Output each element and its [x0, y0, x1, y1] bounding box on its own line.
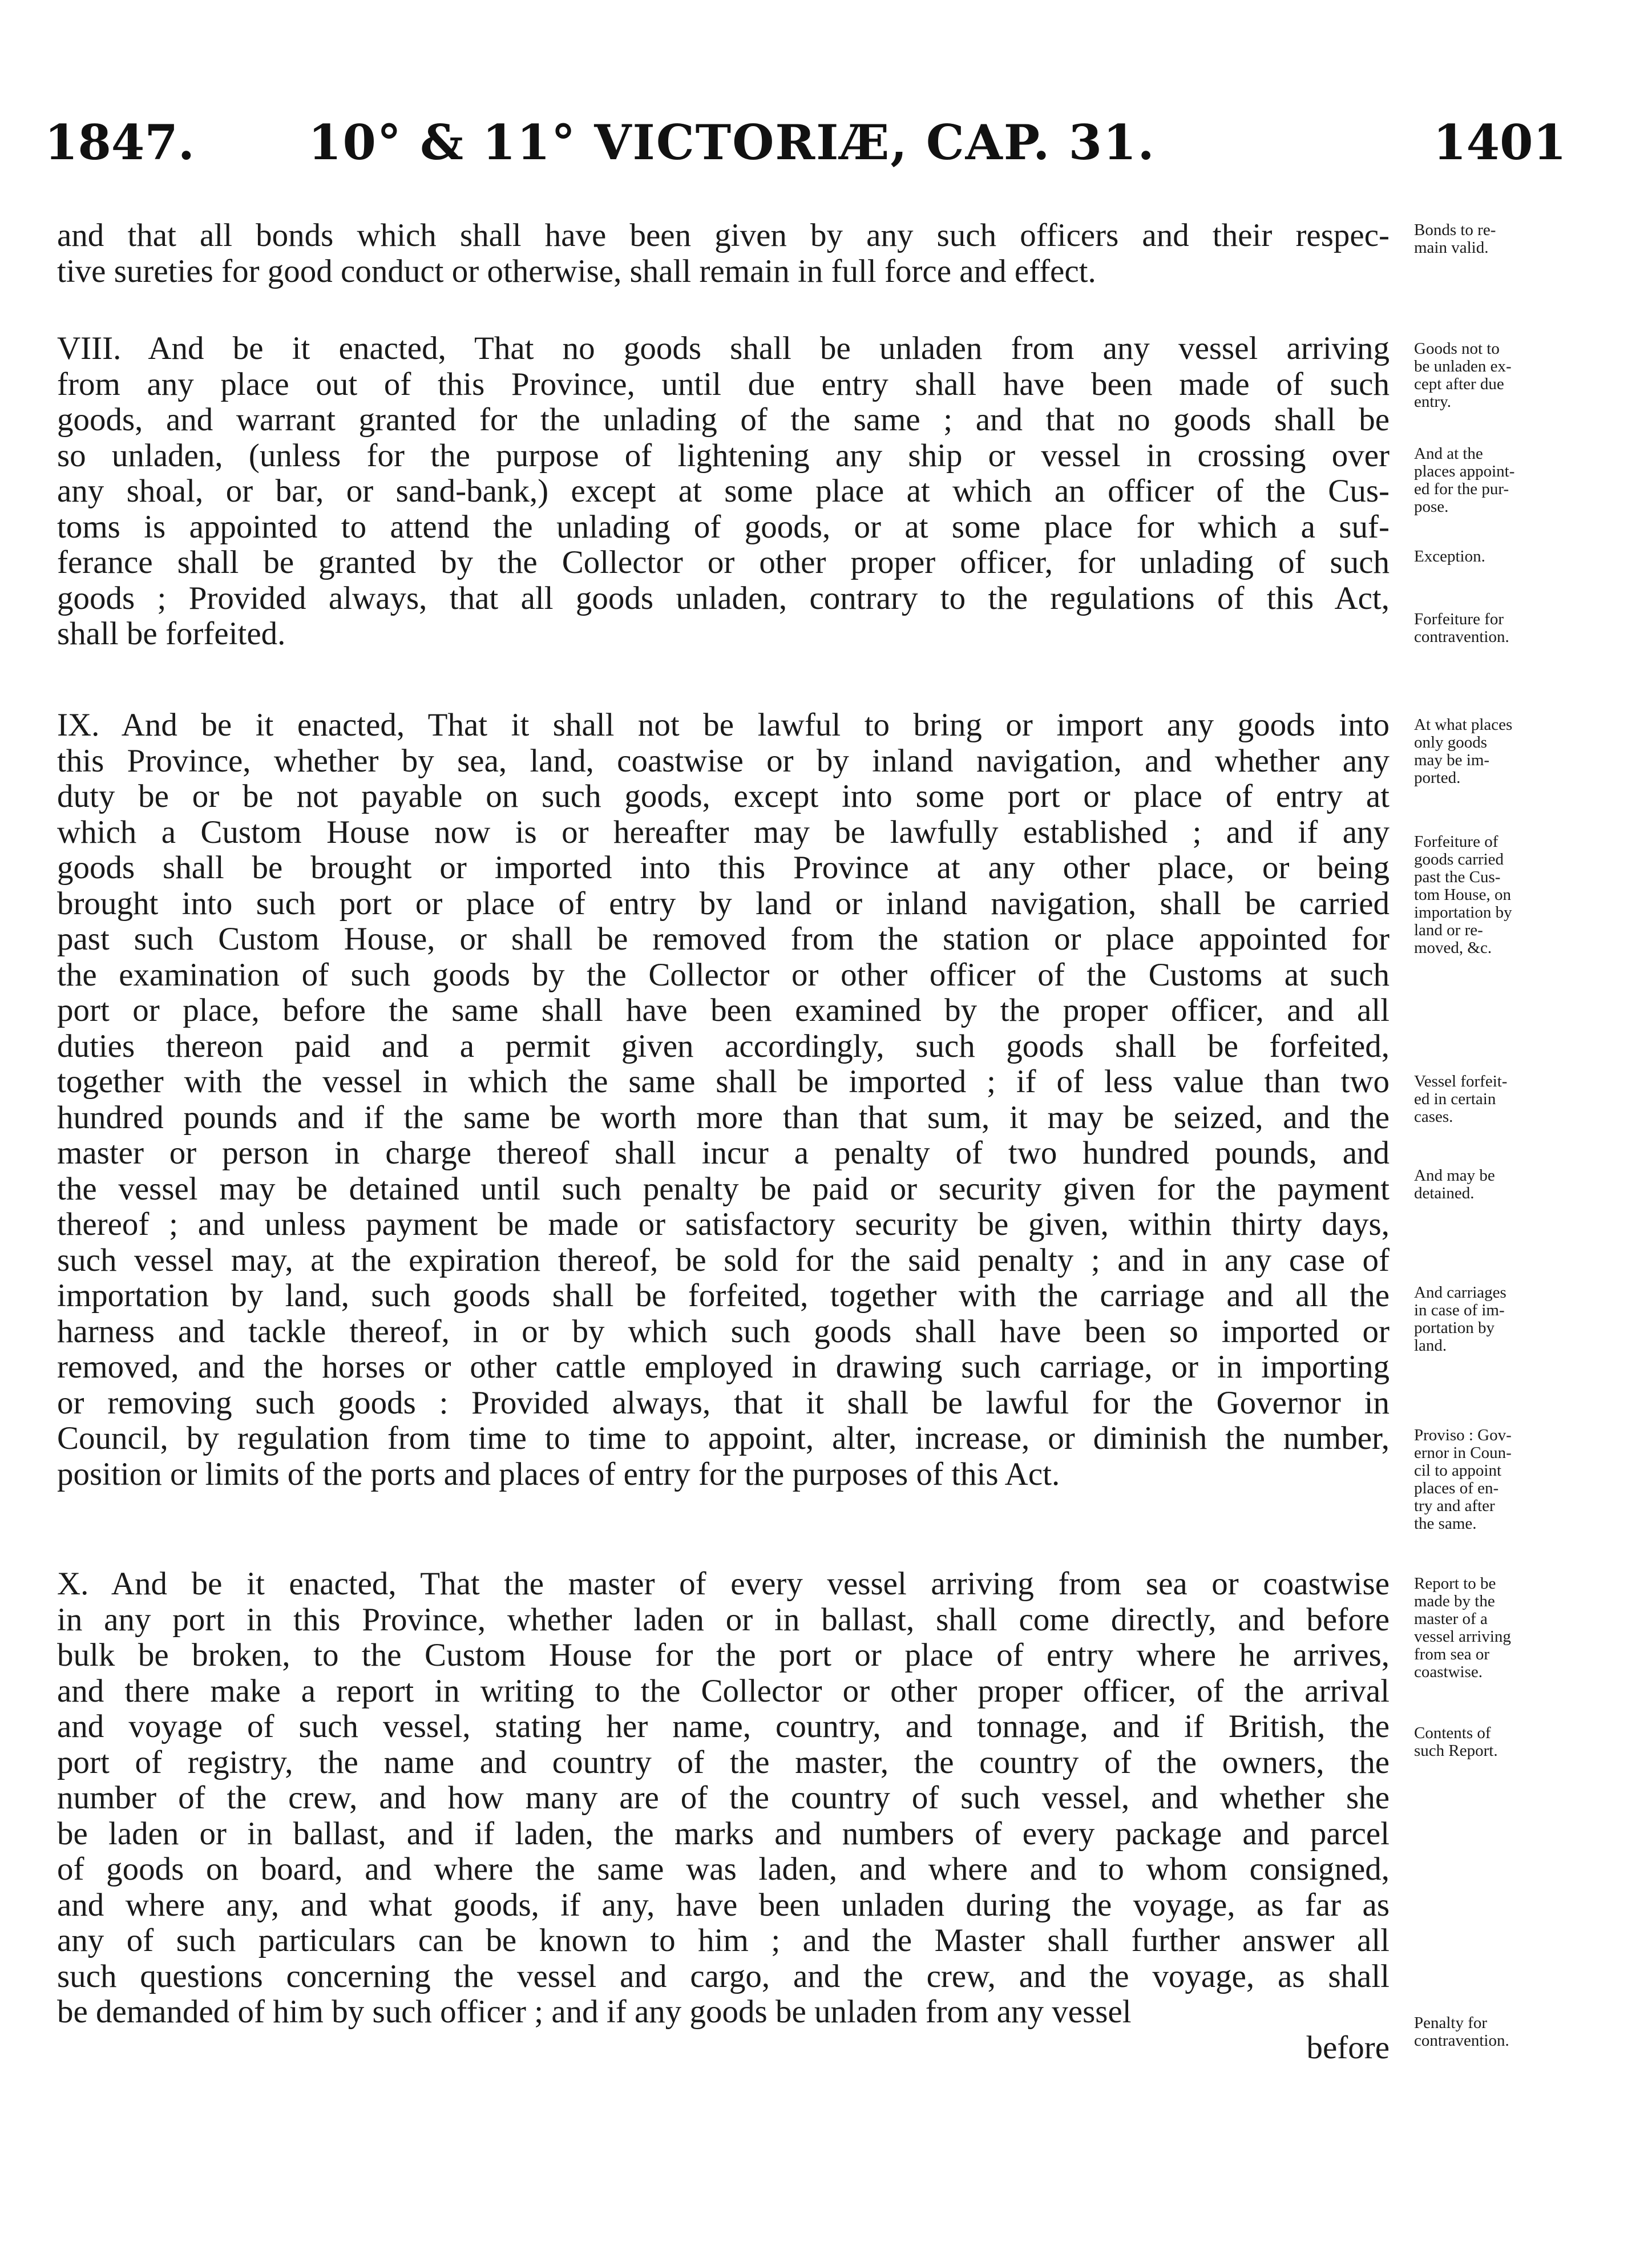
margin-note: Exception. — [1414, 547, 1485, 565]
text-line: so unladen, (unless for the purpose of lightening any ship or vessel in crossing over — [57, 438, 1390, 474]
text-line: from any place out of this Province, until due entry shall have been made of such — [57, 366, 1390, 402]
margin-note: Contents of such Report. — [1414, 1724, 1498, 1760]
text-line: such vessel may, at the expiration thereof, be sold for the said penalty ; and in any case of — [57, 1242, 1390, 1278]
text-line: brought into such port or place of entry by land or inland navigation, shall be carried — [57, 886, 1390, 922]
margin-note: Forfeiture for contravention. — [1414, 610, 1509, 646]
catchword — [57, 2030, 1390, 2066]
text-line: tive sureties for good conduct or otherwise, shall remain in full force and effect. — [57, 253, 1096, 289]
margin-note: Penalty for contravention. — [1414, 2014, 1509, 2050]
header-year: 1847. — [45, 114, 195, 171]
text-line: Council, by regulation from time to time to appoint, alter, increase, or diminish the number, — [57, 1421, 1390, 1456]
page-number: 1401 — [1433, 114, 1566, 171]
margin-note: And carriages in case of im- portation by land. — [1414, 1283, 1506, 1355]
section-10-paragraph — [57, 1566, 1390, 2030]
text-line: master or person in charge thereof shall incur a penalty of two hundred pounds, and — [57, 1136, 1390, 1171]
margin-note: And at the places appoint- ed for the pur- pose. — [1414, 445, 1515, 516]
text-line: the vessel may be detained until such penalty be paid or security given for the payment — [57, 1171, 1390, 1207]
text-line: harness and tackle thereof, in or by which such goods shall have been so imported or — [57, 1314, 1390, 1350]
text-line: toms is appointed to attend the unlading of goods, or at some place for which a suf- — [57, 509, 1390, 545]
text-line: and that all bonds which shall have been given by any such officers and their respec- — [57, 218, 1390, 253]
text-line: of goods on board, and where the same was laden, and where and to whom consigned, — [57, 1852, 1390, 1887]
text-line: importation by land, such goods shall be forfeited, together with the carriage and all the — [57, 1278, 1390, 1314]
text-line: or removing such goods : Provided always, that it shall be lawful for the Governor in — [57, 1385, 1390, 1421]
text-line: goods, and warrant granted for the unlading of the same ; and that no goods shall be — [57, 402, 1390, 438]
text-line: such questions concerning the vessel and cargo, and the crew, and the voyage, as shall — [57, 1958, 1390, 1994]
text-line: be laden or in ballast, and if laden, the marks and numbers of every package and parcel — [57, 1816, 1390, 1852]
margin-note: Vessel forfeit- ed in certain cases. — [1414, 1072, 1508, 1126]
text-line: and voyage of such vessel, stating her name, country, and tonnage, and if British, the — [57, 1709, 1390, 1744]
margin-note: Goods not to be unladen ex- cept after due entry. — [1414, 340, 1512, 411]
margin-note: At what places only goods may be im- ported. — [1414, 716, 1513, 787]
text-line: in any port in this Province, whether laden or in ballast, shall come directly, and before — [57, 1602, 1390, 1638]
text-line: ferance shall be granted by the Collector or other proper officer, for unlading of such — [57, 545, 1390, 580]
text-line: bulk be broken, to the Custom House for the port or place of entry where he arrives, — [57, 1638, 1390, 1673]
text-line: and there make a report in writing to the Collector or other proper officer, of the arrival — [57, 1673, 1390, 1709]
text-line: which a Custom House now is or hereafter may be lawfully established ; and if any — [57, 814, 1390, 850]
text-line: removed, and the horses or other cattle employed in drawing such carriage, or in importing — [57, 1350, 1390, 1385]
text-line: thereof ; and unless payment be made or satisfactory security be given, within thirty days, — [57, 1207, 1390, 1242]
text-line: goods shall be brought or imported into this Province at any other place, or being — [57, 850, 1390, 886]
section-8-paragraph — [57, 331, 1390, 652]
text-line: and where any, and what goods, if any, have been unladen during the voyage, as far as — [57, 1887, 1390, 1923]
text-line: VIII. And be it enacted, That no goods shall be unladen from any vessel arriving — [57, 331, 1390, 366]
text-line: position or limits of the ports and places of entry for the purposes of this Act. — [57, 1456, 1060, 1492]
paragraph-continuation — [57, 218, 1390, 289]
text-line: any of such particulars can be known to him ; and the Master shall further answer all — [57, 1923, 1390, 1958]
margin-note: Bonds to re- main valid. — [1414, 221, 1496, 257]
text-line: together with the vessel in which the same shall be imported ; if of less value than two — [57, 1064, 1390, 1100]
text-line: duties thereon paid and a permit given accordingly, such goods shall be forfeited, — [57, 1028, 1390, 1064]
header-title: 10° & 11° VICTORIÆ, CAP. 31. — [308, 114, 1156, 171]
text-line: goods ; Provided always, that all goods unladen, contrary to the regulations of this Act, — [57, 580, 1390, 616]
margin-note: Forfeiture of goods carried past the Cus- tom House, on importation by land or re- moved, &c. — [1414, 833, 1512, 957]
margin-note: Proviso : Gov- ernor in Coun- cil to appoint places of en- try and after the same. — [1414, 1426, 1512, 1533]
text-line: be demanded of him by such officer ; and if any goods be unladen from any vessel — [57, 1994, 1132, 2030]
text-line: number of the crew, and how many are of the country of such vessel, and whether she — [57, 1780, 1390, 1816]
text-line: X. And be it enacted, That the master of every vessel arriving from sea or coastwise — [57, 1566, 1390, 1602]
section-9-paragraph — [57, 708, 1390, 1492]
text-line: shall be forfeited. — [57, 616, 286, 652]
text-line: port of registry, the name and country of the master, the country of the owners, the — [57, 1744, 1390, 1780]
text-line: duty be or be not payable on such goods, except into some port or place of entry at — [57, 779, 1390, 814]
text-line: port or place, before the same shall have been examined by the proper officer, and all — [57, 993, 1390, 1028]
margin-note: Report to be made by the master of a vessel arriving from sea or coastwise. — [1414, 1574, 1511, 1681]
text-line: hundred pounds and if the same be worth more than that sum, it may be seized, and the — [57, 1100, 1390, 1136]
text-line: past such Custom House, or shall be removed from the station or place appointed for — [57, 922, 1390, 957]
text-line: this Province, whether by sea, land, coastwise or by inland navigation, and whether any — [57, 743, 1390, 779]
catchword-text: before — [1306, 2030, 1390, 2066]
text-line: the examination of such goods by the Collector or other officer of the Customs at such — [57, 957, 1390, 993]
text-line: any shoal, or bar, or sand-bank,) except at some place at which an officer of the Cus- — [57, 474, 1390, 509]
margin-note: And may be detained. — [1414, 1166, 1495, 1202]
text-line: IX. And be it enacted, That it shall not be lawful to bring or import any goods into — [57, 708, 1390, 743]
